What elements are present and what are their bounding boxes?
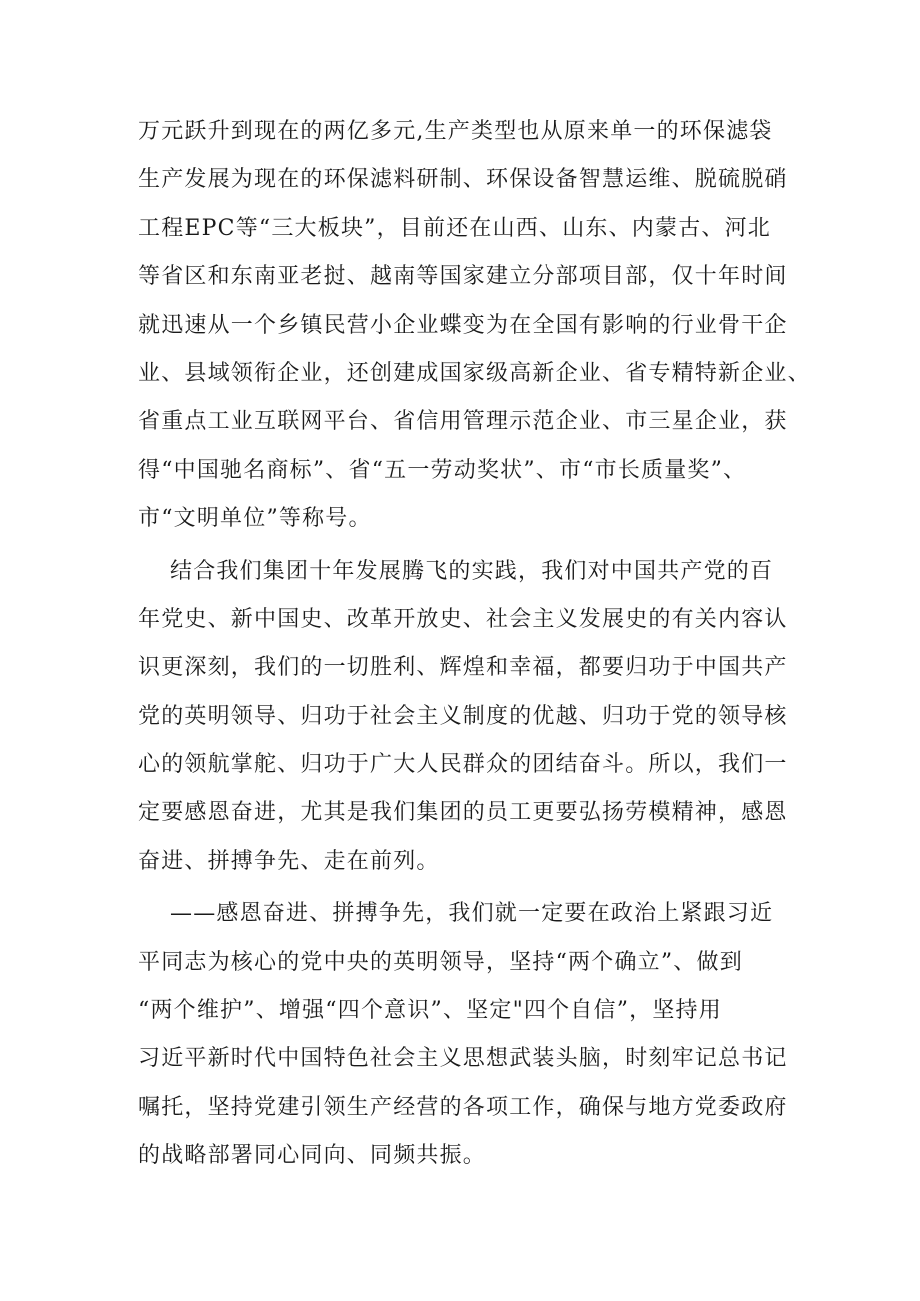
text-line: “两个维护”、增强“四个意识”、坚定"四个自信”，坚持用 — [138, 998, 722, 1024]
text-line: 万元跃升到现在的两亿多元,生产类型也从原来单一的环保滤袋 — [138, 119, 773, 144]
text-line: 嘱托，坚持党建引领生产经营的各项工作，确保与地方党委政府 — [138, 1094, 788, 1120]
text-line: 市“文明单位”等称号。 — [138, 506, 372, 532]
text-line: 工程EPC等“三大板块”，目前还在山西、山东、内蒙古、河北 — [138, 215, 771, 241]
paragraph-3 — [138, 890, 808, 1180]
text-line: 定要感恩奋进，尤其是我们集团的员工更要弘扬劳模精神，感恩 — [138, 800, 788, 826]
text-line: 就迅速从一个乡镇民营小企业蝶变为在全国有影响的行业骨干企 — [138, 312, 788, 338]
text-line: 党的英明领导、归功于社会主义制度的优越、归功于党的领导核 — [138, 703, 788, 729]
text-line: ——感恩奋进、拼搏争先，我们就一定要在政治上紧跟习近 — [170, 901, 774, 927]
text-line: 业、县域领衔企业，还创建成国家级高新企业、省专精特新企业、 — [138, 360, 811, 386]
text-line: 识更深刻，我们的一切胜利、辉煌和幸福，都要归功于中国共产 — [138, 655, 788, 681]
text-line: 生产发展为现在的环保滤料研制、环保设备智慧运维、脱硫脱硝 — [138, 167, 788, 193]
document-body — [138, 108, 811, 1185]
text-line: 习近平新时代中国特色社会主义思想武装头脑，时刻牢记总书记 — [138, 1046, 788, 1072]
text-line: 奋进、拼搏争先、走在前列。 — [138, 848, 440, 874]
text-line: 心的领航掌舵、归功于广大人民群众的团结奋斗。所以，我们一 — [138, 752, 788, 778]
text-line: 平同志为核心的党中央的英明领导，坚持“两个确立”、做到 — [138, 949, 743, 975]
text-line: 省重点工业互联网平台、省信用管理示范企业、市三星企业，获 — [138, 409, 788, 435]
text-line: 等省区和东南亚老挝、越南等国家建立分部项目部，仅十年时间 — [138, 264, 788, 290]
text-line: 年党史、新中国史、改革开放史、社会主义发展史的有关内容认 — [138, 606, 788, 632]
text-line: 得“中国驰名商标”、省“五一劳动奖状”、市“市长质量奖”、 — [138, 457, 747, 483]
paragraph-1 — [138, 108, 811, 544]
text-line: 结合我们集团十年发展腾飞的实践，我们对中国共产党的百 — [170, 558, 774, 584]
paragraph-2 — [138, 548, 808, 887]
text-line: 的战略部署同心同向、同频共振。 — [138, 1143, 487, 1169]
